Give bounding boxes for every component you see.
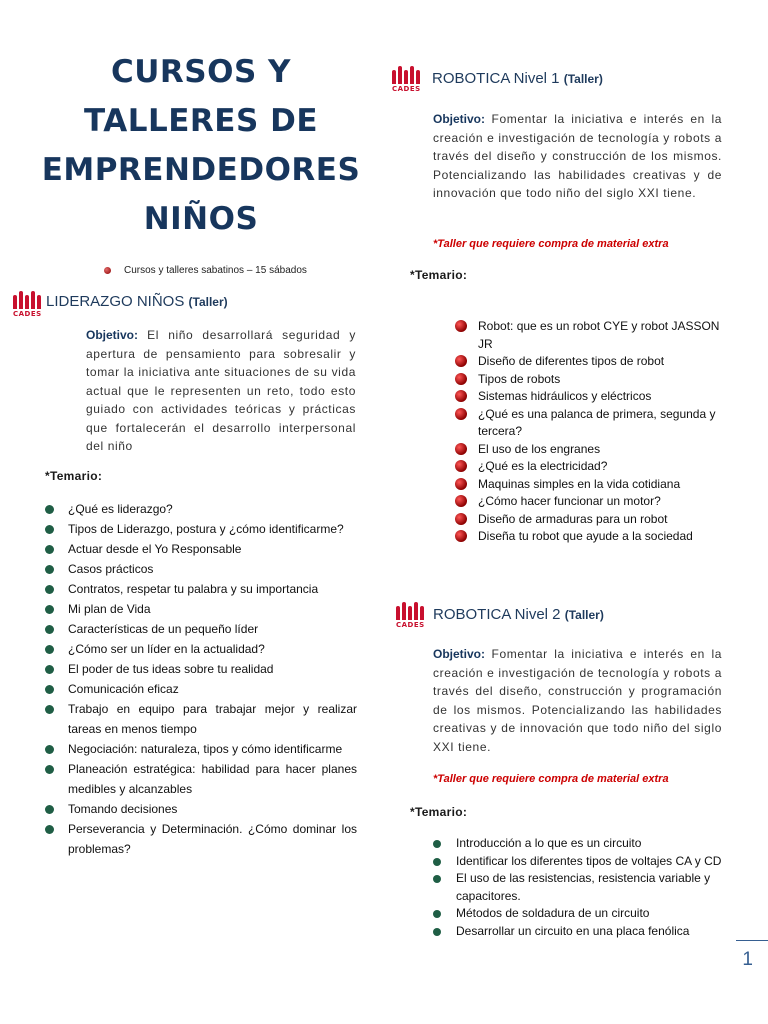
- section-heading-robotica-2: [433, 606, 604, 623]
- bullet-icon: [45, 545, 54, 554]
- bullet-icon: [455, 408, 467, 420]
- list-item: Tipos de robots: [455, 371, 730, 389]
- list-item: Identificar los diferentes tipos de voltajes CA y CD: [433, 853, 723, 871]
- list-item: Desarrollar un circuito en una placa fenólica: [433, 923, 723, 941]
- list-item: Introducción a lo que es un circuito: [433, 835, 723, 853]
- material-note-robotica-2: *Taller que requiere compra de material extra: [433, 773, 669, 785]
- bullet-icon: [45, 685, 54, 694]
- list-item: Planeación estratégica: habilidad para hacer planes medibles y alcanzables: [45, 759, 357, 799]
- objective-text: Fomentar la iniciativa e interés en la creación e investigación de tecnología y robots a través del diseño y construcción de los mismos. Potencializando las habilidades creativas y de innovación que todo niño del siglo XXI tiene.: [433, 112, 722, 200]
- cades-logo: [392, 66, 424, 96]
- list-item: ¿Qué es la electricidad?: [455, 458, 730, 476]
- list-item: ¿Qué es una palanca de primera, segunda y tercera?: [455, 406, 730, 441]
- objective-text: Fomentar la iniciativa e interés en la creación e investigación de tecnología y robots a través del diseño, construcción y programación de los mismos. Potencializando las habilidades creativas y de innovación que todo niño del siglo XXI tiene.: [433, 647, 722, 754]
- bullet-icon: [45, 525, 54, 534]
- list-item: El uso de las resistencias, resistencia variable y capacitores.: [433, 870, 723, 905]
- cades-logo-icon: [396, 602, 428, 620]
- objective-robotica-2: [433, 645, 722, 756]
- cades-logo: [396, 602, 428, 632]
- cades-logo-icon: [13, 291, 45, 309]
- list-item: Diseño de armaduras para un robot: [455, 511, 730, 529]
- list-item: Casos prácticos: [45, 559, 357, 579]
- subtitle: [104, 265, 307, 276]
- objective-label: Objetivo:: [86, 328, 139, 342]
- list-item: Características de un pequeño líder: [45, 619, 357, 639]
- page-number: 1: [742, 949, 753, 970]
- list-item: Robot: que es un robot CYE y robot JASSON JR: [455, 318, 730, 353]
- subtitle-text: Cursos y talleres sabatinos – 15 sábados: [124, 265, 307, 276]
- bullet-icon: [45, 805, 54, 814]
- list-item: El uso de los engranes: [455, 441, 730, 459]
- objective-text: El niño desarrollará seguridad y apertura de pensamiento para sobresalir y tomar la iniciativa ante situaciones de su vida actual que le representen un reto, todo esto guiado con actividades teóricas y prácticas que fortalecerán el desarrollo interpersonal del niño: [86, 328, 356, 453]
- list-item: Contratos, respetar tu palabra y su importancia: [45, 579, 357, 599]
- list-item: Trabajo en equipo para trabajar mejor y realizar tareas en menos tiempo: [45, 699, 357, 739]
- bullet-icon: [455, 478, 467, 490]
- list-item: Comunicación eficaz: [45, 679, 357, 699]
- list-item: Perseverancia y Determinación. ¿Cómo dominar los problemas?: [45, 819, 357, 859]
- heading-tag: (Taller): [188, 295, 228, 309]
- bullet-icon: [45, 765, 54, 774]
- bullet-icon: [45, 625, 54, 634]
- page-title: [40, 48, 362, 244]
- material-note-robotica-1: *Taller que requiere compra de material extra: [433, 238, 669, 250]
- temario-label-robotica-1: *Temario:: [410, 268, 468, 282]
- bullet-icon: [45, 505, 54, 514]
- title-line-2: TALLERES DE: [84, 103, 318, 139]
- objective-robotica-1: [433, 110, 722, 203]
- bullet-icon: [45, 705, 54, 714]
- bullet-icon: [45, 825, 54, 834]
- list-item: Diseña tu robot que ayude a la sociedad: [455, 528, 730, 546]
- bullet-icon: [455, 513, 467, 525]
- objective-label: Objetivo:: [433, 647, 486, 661]
- bullet-icon: [455, 530, 467, 542]
- logo-text: CADES: [396, 621, 425, 629]
- cades-logo: [13, 291, 45, 321]
- temario-label-robotica-2: *Temario:: [410, 805, 468, 819]
- heading-tag: (Taller): [563, 72, 603, 86]
- bullet-icon: [455, 390, 467, 402]
- list-item: Sistemas hidráulicos y eléctricos: [455, 388, 730, 406]
- bullet-icon: [433, 875, 441, 883]
- bullet-icon: [455, 355, 467, 367]
- bullet-icon: [455, 460, 467, 472]
- list-item: El poder de tus ideas sobre tu realidad: [45, 659, 357, 679]
- bullet-icon: [45, 605, 54, 614]
- heading-tag: (Taller): [564, 608, 604, 622]
- bullet-icon: [455, 320, 467, 332]
- bullet-icon: [433, 910, 441, 918]
- bullet-icon: [45, 665, 54, 674]
- page-number-rule: [736, 940, 768, 941]
- list-item: Maquinas simples en la vida cotidiana: [455, 476, 730, 494]
- bullet-icon: [455, 495, 467, 507]
- list-item: Tomando decisiones: [45, 799, 357, 819]
- temario-list-robotica-1: [455, 318, 730, 546]
- bullet-icon: [45, 745, 54, 754]
- logo-text: CADES: [392, 85, 421, 93]
- list-item: Negociación: naturaleza, tipos y cómo identificarme: [45, 739, 357, 759]
- list-item: Métodos de soldadura de un circuito: [433, 905, 723, 923]
- title-line-1: CURSOS Y: [110, 54, 292, 90]
- bullet-icon: [433, 840, 441, 848]
- temario-list-robotica-2: [433, 835, 723, 940]
- bullet-icon: [104, 267, 111, 274]
- list-item: Mi plan de Vida: [45, 599, 357, 619]
- title-line-4: NIÑOS: [143, 201, 259, 237]
- bullet-icon: [45, 585, 54, 594]
- cades-logo-icon: [392, 66, 424, 84]
- list-item: ¿Qué es liderazgo?: [45, 499, 357, 519]
- bullet-icon: [433, 928, 441, 936]
- heading-text: ROBOTICA Nivel 1: [432, 70, 560, 87]
- list-item: Tipos de Liderazgo, postura y ¿cómo identificarme?: [45, 519, 357, 539]
- objective-liderazgo: [86, 326, 356, 456]
- list-item: Actuar desde el Yo Responsable: [45, 539, 357, 559]
- temario-list-liderazgo: [45, 499, 357, 859]
- heading-text: LIDERAZGO NIÑOS: [46, 293, 185, 310]
- section-heading-liderazgo: [46, 293, 228, 310]
- temario-label-liderazgo: *Temario:: [45, 469, 103, 483]
- section-heading-robotica-1: [432, 70, 603, 87]
- list-item: ¿Cómo ser un líder en la actualidad?: [45, 639, 357, 659]
- logo-text: CADES: [13, 310, 42, 318]
- list-item: Diseño de diferentes tipos de robot: [455, 353, 730, 371]
- heading-text: ROBOTICA Nivel 2: [433, 606, 561, 623]
- list-item: ¿Cómo hacer funcionar un motor?: [455, 493, 730, 511]
- bullet-icon: [433, 858, 441, 866]
- bullet-icon: [45, 645, 54, 654]
- bullet-icon: [45, 565, 54, 574]
- title-line-3: EMPRENDEDORES: [41, 152, 361, 188]
- bullet-icon: [455, 443, 467, 455]
- objective-label: Objetivo:: [433, 112, 486, 126]
- bullet-icon: [455, 373, 467, 385]
